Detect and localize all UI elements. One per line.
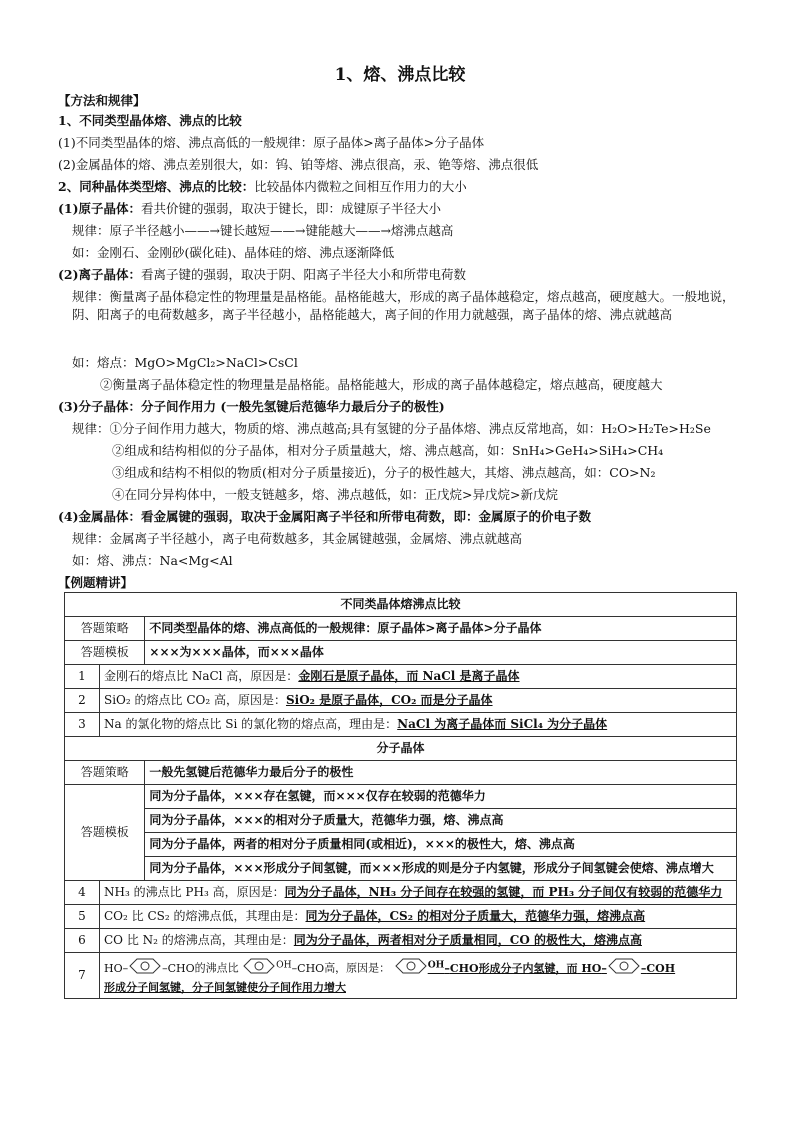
- heading-2-rest: 比较晶体内微粒之间相互作用力的大小: [254, 179, 467, 194]
- template-label: 答题模板: [65, 785, 145, 881]
- template-row: [65, 785, 737, 809]
- table-row: [65, 881, 737, 905]
- ionic-example: 如：熔点：MgO>MgCl₂>NaCl>CsCl: [72, 355, 298, 370]
- table-head-row: [65, 593, 737, 617]
- molecular-rule-4: ④在同分异构体中，一般支链越多，熔、沸点越低，如：正戊烷>异戊烷>新戊烷: [112, 487, 558, 502]
- table-row: [65, 929, 737, 953]
- question: NH₃ 的沸点比 PH₃ 高，原因是：: [104, 885, 285, 899]
- template-row: [65, 641, 737, 665]
- question: 金刚石的熔点比 NaCl 高，原因是：: [104, 669, 299, 683]
- ortho-hydroxybenzaldehyde: $^{OH}$–CHO: [242, 962, 324, 975]
- row-content: [100, 953, 737, 999]
- row-content: [100, 929, 737, 953]
- answer: 金刚石是原子晶体，而 NaCl 是离子晶体: [298, 669, 520, 683]
- ionic-title: (2)离子晶体：: [58, 267, 142, 282]
- molecular-rule-1: 规律：①分子间作用力越大，物质的熔、沸点越高;具有氢键的分子晶体熔、沸点反常地高，如：H₂O>H₂Te>H₂Se: [72, 421, 711, 436]
- strategy-label: 答题策略: [65, 617, 145, 641]
- metallic-title: (4)金属晶体：: [58, 509, 142, 524]
- answer: 同为分子晶体，两者相对分子质量相同，CO 的极性大，熔沸点高: [293, 933, 642, 947]
- para-2: (2)金属晶体的熔、沸点差别很大，如：钨、铂等熔、沸点很高，汞、铯等熔、沸点很低: [58, 157, 539, 172]
- table-row: [65, 689, 737, 713]
- heading-2: [58, 178, 760, 196]
- section-example: 【例题精讲】: [58, 575, 134, 590]
- table-head-1: 不同类晶体熔沸点比较: [65, 593, 737, 617]
- row-content: [100, 665, 737, 689]
- metallic-rule: 规律：金属离子半径越小，离子电荷数越多，其金属键越强，金属熔、沸点就越高: [72, 531, 523, 546]
- strategy-row: [65, 761, 737, 785]
- molecular-rule-2: ②组成和结构相似的分子晶体，相对分子质量越大，熔、沸点越高，如：SnH₄>GeH₄>SiH₄>CH₄: [112, 443, 664, 458]
- row-number: 5: [65, 905, 100, 929]
- answer: NaCl 为离子晶体而 SiCl₄ 为分子晶体: [397, 717, 608, 731]
- row-content: [100, 713, 737, 737]
- section-method: 【方法和规律】: [58, 93, 146, 108]
- molecular-heading: [58, 398, 760, 416]
- ionic-rule-2: ②衡量离子晶体稳定性的物理量是晶格能。晶格能越大，形成的离子晶体越稳定，熔点越高，硬度越大: [100, 377, 663, 392]
- template-text: 同为分子晶体，两者的相对分子质量相同(或相近)，×××的极性大，熔、沸点高: [145, 833, 737, 857]
- ionic-heading: [58, 266, 760, 284]
- row-content: [100, 905, 737, 929]
- template-text: 同为分子晶体，×××的相对分子质量大，范德华力强，熔、沸点高: [145, 809, 737, 833]
- metallic-rest: 看金属键的强弱，取决于金属阳离子半径和所带电荷数，即：金属原子的价电子数: [141, 509, 592, 524]
- table-row: [65, 665, 737, 689]
- answer: $^{OH}$–CHO形成分子内氢键，而 HO– –COH 形成分子间氢键，分子间氢键使分子间作用力增大: [104, 959, 676, 995]
- atomic-heading: [58, 200, 760, 218]
- question: SiO₂ 的熔点比 CO₂ 高，原因是：: [104, 693, 286, 707]
- heading-1: 1、不同类型晶体熔、沸点的比较: [58, 113, 242, 128]
- atomic-title: (1)原子晶体：: [58, 201, 142, 216]
- strategy-text: 一般先氢键后范德华力最后分子的极性: [145, 761, 737, 785]
- page-title: 1、熔、沸点比较: [334, 65, 466, 85]
- para-1: (1)不同类型晶体的熔、沸点高低的一般规律：原子晶体>离子晶体>分子晶体: [58, 135, 485, 150]
- strategy-row: [65, 617, 737, 641]
- row-number: 1: [65, 665, 100, 689]
- row-number: 6: [65, 929, 100, 953]
- answer: SiO₂ 是原子晶体，CO₂ 而是分子晶体: [285, 693, 493, 707]
- ionic-rule: 规律：衡量离子晶体稳定性的物理量是晶格能。晶格能越大，形成的离子晶体越稳定，熔点越高，硬度越大。一般地说，阴、阳离子的电荷数越多，离子半径越小，晶格能越大，离子间的作用力就越强，离子晶体的熔、沸点就越高: [72, 289, 735, 322]
- atomic-rule: 规律：原子半径越小——→键长越短——→键能越大——→熔沸点越高: [72, 223, 454, 238]
- answer: 同为分子晶体，CS₂ 的相对分子质量大，范德华力强，熔沸点高: [305, 909, 646, 923]
- atomic-rest: 看共价键的强弱，取决于键长，即：成键原子半径大小: [141, 201, 442, 216]
- template-text: ×××为×××晶体，而×××晶体: [145, 641, 737, 665]
- row-number: 3: [65, 713, 100, 737]
- question: CO₂ 比 CS₂ 的熔沸点低，其理由是：: [104, 909, 306, 923]
- question-part-2: 高，原因是：: [324, 961, 391, 975]
- row-content: [100, 689, 737, 713]
- template-label: 答题模板: [65, 641, 145, 665]
- table-head-2: 分子晶体: [65, 737, 737, 761]
- table-row: [65, 713, 737, 737]
- question: CO 比 N₂ 的熔沸点高，其理由是：: [104, 933, 294, 947]
- molecular-rule-3: ③组成和结构不相似的物质(相对分子质量接近)，分子的极性越大，其熔、沸点越高，如：CO>N₂: [112, 465, 656, 480]
- strategy-label: 答题策略: [65, 761, 145, 785]
- ionic-rest: 看离子键的强弱，取决于阴、阳离子半径大小和所带电荷数: [141, 267, 467, 282]
- table-head-row: [65, 737, 737, 761]
- table-row: [65, 953, 737, 999]
- row-number: 4: [65, 881, 100, 905]
- template-row: [65, 857, 737, 881]
- row-content: [100, 881, 737, 905]
- table-row: [65, 905, 737, 929]
- template-text: 同为分子晶体，×××存在氢键，而×××仅存在较弱的范德华力: [145, 785, 737, 809]
- molecular-title: (3)分子晶体：: [58, 399, 142, 414]
- template-text: 同为分子晶体，×××形成分子间氢键，而×××形成的则是分子内氢键，形成分子间氢键会使熔、沸点增大: [145, 857, 737, 881]
- template-row: [65, 809, 737, 833]
- example-table: [64, 592, 737, 999]
- strategy-text: 不同类型晶体的熔、沸点高低的一般规律：原子晶体>离子晶体>分子晶体: [145, 617, 737, 641]
- question-part-1: 的沸点比: [194, 961, 239, 975]
- para-hydroxybenzaldehyde: HO– –CHO: [104, 962, 195, 975]
- metallic-example: 如：熔、沸点：Na<Mg<Al: [72, 553, 233, 568]
- molecular-rest: 分子间作用力 (一般先氢键后范德华力最后分子的极性): [141, 399, 445, 414]
- heading-2-label: 2、同种晶体类型熔、沸点的比较：: [58, 179, 255, 194]
- template-row: [65, 833, 737, 857]
- metallic-heading: [58, 508, 760, 526]
- question: Na 的氯化物的熔点比 Si 的氯化物的熔点高，理由是：: [104, 717, 398, 731]
- atomic-example: 如：金刚石、金刚砂(碳化硅)、晶体硅的熔、沸点逐渐降低: [72, 245, 395, 260]
- row-number: 7: [65, 953, 100, 999]
- answer: 同为分子晶体，NH₃ 分子间存在较强的氢键，而 PH₃ 分子间仅有较弱的范德华力: [284, 885, 723, 899]
- row-number: 2: [65, 689, 100, 713]
